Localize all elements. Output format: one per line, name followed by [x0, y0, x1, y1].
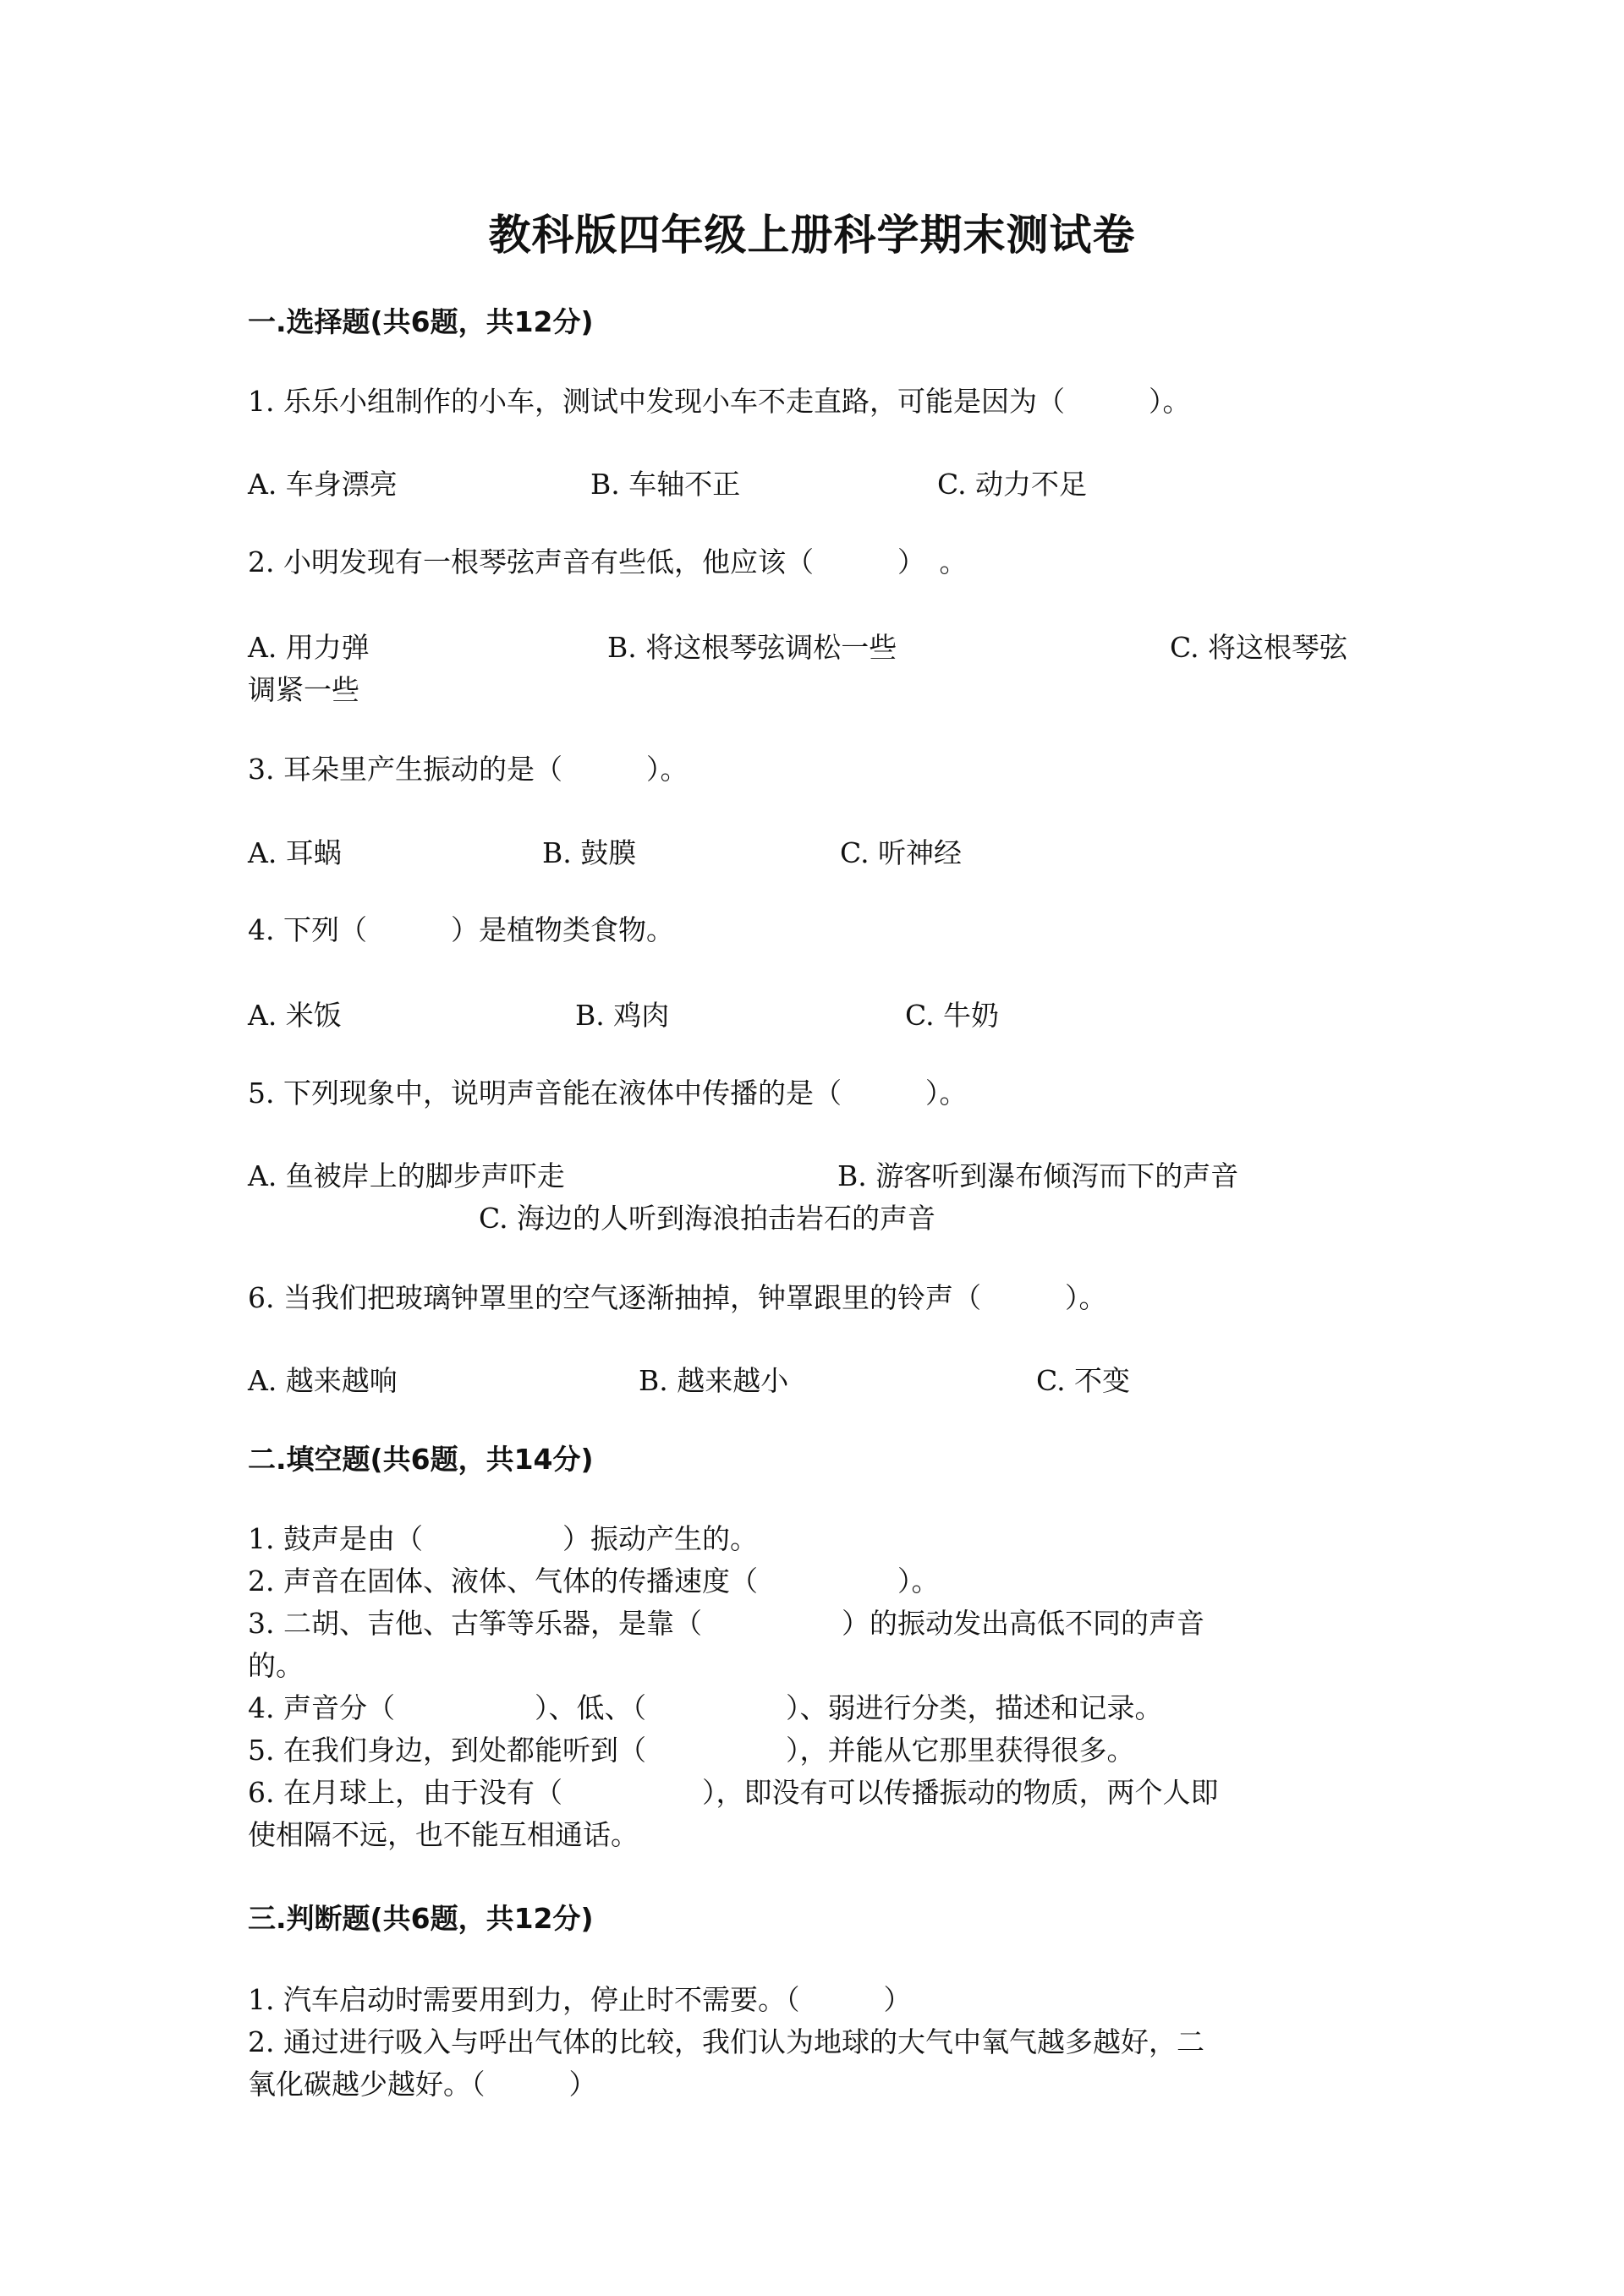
question-stem: 5. 下列现象中，说明声音能在液体中传播的是（ ）。	[248, 1077, 968, 1110]
option-c: C. 不变	[1036, 1364, 1131, 1397]
option-a: A. 越来越响	[248, 1364, 398, 1397]
fill-line: 5. 在我们身边，到处都能听到（ ），并能从它那里获得很多。	[248, 1734, 1135, 1767]
option-b: B. 鸡肉	[575, 999, 670, 1032]
option-b: B. 将这根琴弦调松一些	[607, 631, 897, 664]
option-a: A. 车身漂亮	[248, 468, 398, 501]
option-c: C. 海边的人听到海浪拍击岩石的声音	[479, 1202, 936, 1235]
question-stem: 4. 下列（ ）是植物类食物。	[248, 913, 674, 946]
fill-line: 1. 鼓声是由（ ）振动产生的。	[248, 1522, 758, 1555]
section-header-choice: 一.选择题(共6题，共12分)	[248, 305, 594, 338]
option-a: A. 鱼被岸上的脚步声吓走	[248, 1159, 565, 1192]
question-stem: 1. 乐乐小组制作的小车，测试中发现小车不走直路，可能是因为（ ）。	[248, 385, 1191, 418]
option-c-continued: 调紧一些	[248, 673, 359, 706]
question-stem: 6. 当我们把玻璃钟罩里的空气逐渐抽掉，钟罩跟里的铃声（ ）。	[248, 1281, 1107, 1314]
fill-line: 的。	[248, 1649, 304, 1682]
judge-line: 1. 汽车启动时需要用到力，停止时不需要。（ ）	[248, 1983, 912, 2016]
option-a: A. 用力弹	[248, 631, 370, 664]
judge-line: 氧化碳越少越好。（ ）	[248, 2068, 597, 2101]
judge-line: 2. 通过进行吸入与呼出气体的比较，我们认为地球的大气中氧气越多越好，二	[248, 2025, 1204, 2058]
page-title: 教科版四年级上册科学期末测试卷	[488, 211, 1136, 260]
fill-line: 2. 声音在固体、液体、气体的传播速度（ ）。	[248, 1564, 940, 1597]
fill-line: 6. 在月球上，由于没有（ ），即没有可以传播振动的物质，两个人即	[248, 1776, 1219, 1809]
fill-line: 使相隔不远，也不能互相通话。	[248, 1818, 639, 1851]
section-header-fill-blank: 二.填空题(共6题，共14分)	[248, 1443, 594, 1476]
fill-line: 3. 二胡、吉他、古筝等乐器，是靠（ ）的振动发出高低不同的声音	[248, 1607, 1204, 1640]
option-c: C. 将这根琴弦	[1170, 631, 1348, 664]
question-stem: 2. 小明发现有一根琴弦声音有些低，他应该（ ） 。	[248, 545, 968, 578]
option-b: B. 车轴不正	[590, 468, 741, 501]
option-c: C. 动力不足	[937, 468, 1088, 501]
question-stem: 3. 耳朵里产生振动的是（ ）。	[248, 753, 689, 786]
option-b: B. 游客听到瀑布倾泻而下的声音	[837, 1159, 1239, 1192]
option-a: A. 米饭	[248, 999, 342, 1032]
fill-line: 4. 声音分（ ）、低、（ ）、弱进行分类，描述和记录。	[248, 1691, 1163, 1724]
option-b: B. 鼓膜	[542, 836, 637, 869]
option-c: C. 牛奶	[905, 999, 1000, 1032]
option-a: A. 耳蜗	[248, 836, 342, 869]
option-b: B. 越来越小	[639, 1364, 789, 1397]
option-c: C. 听神经	[840, 836, 963, 869]
section-header-true-false: 三.判断题(共6题，共12分)	[248, 1902, 594, 1935]
